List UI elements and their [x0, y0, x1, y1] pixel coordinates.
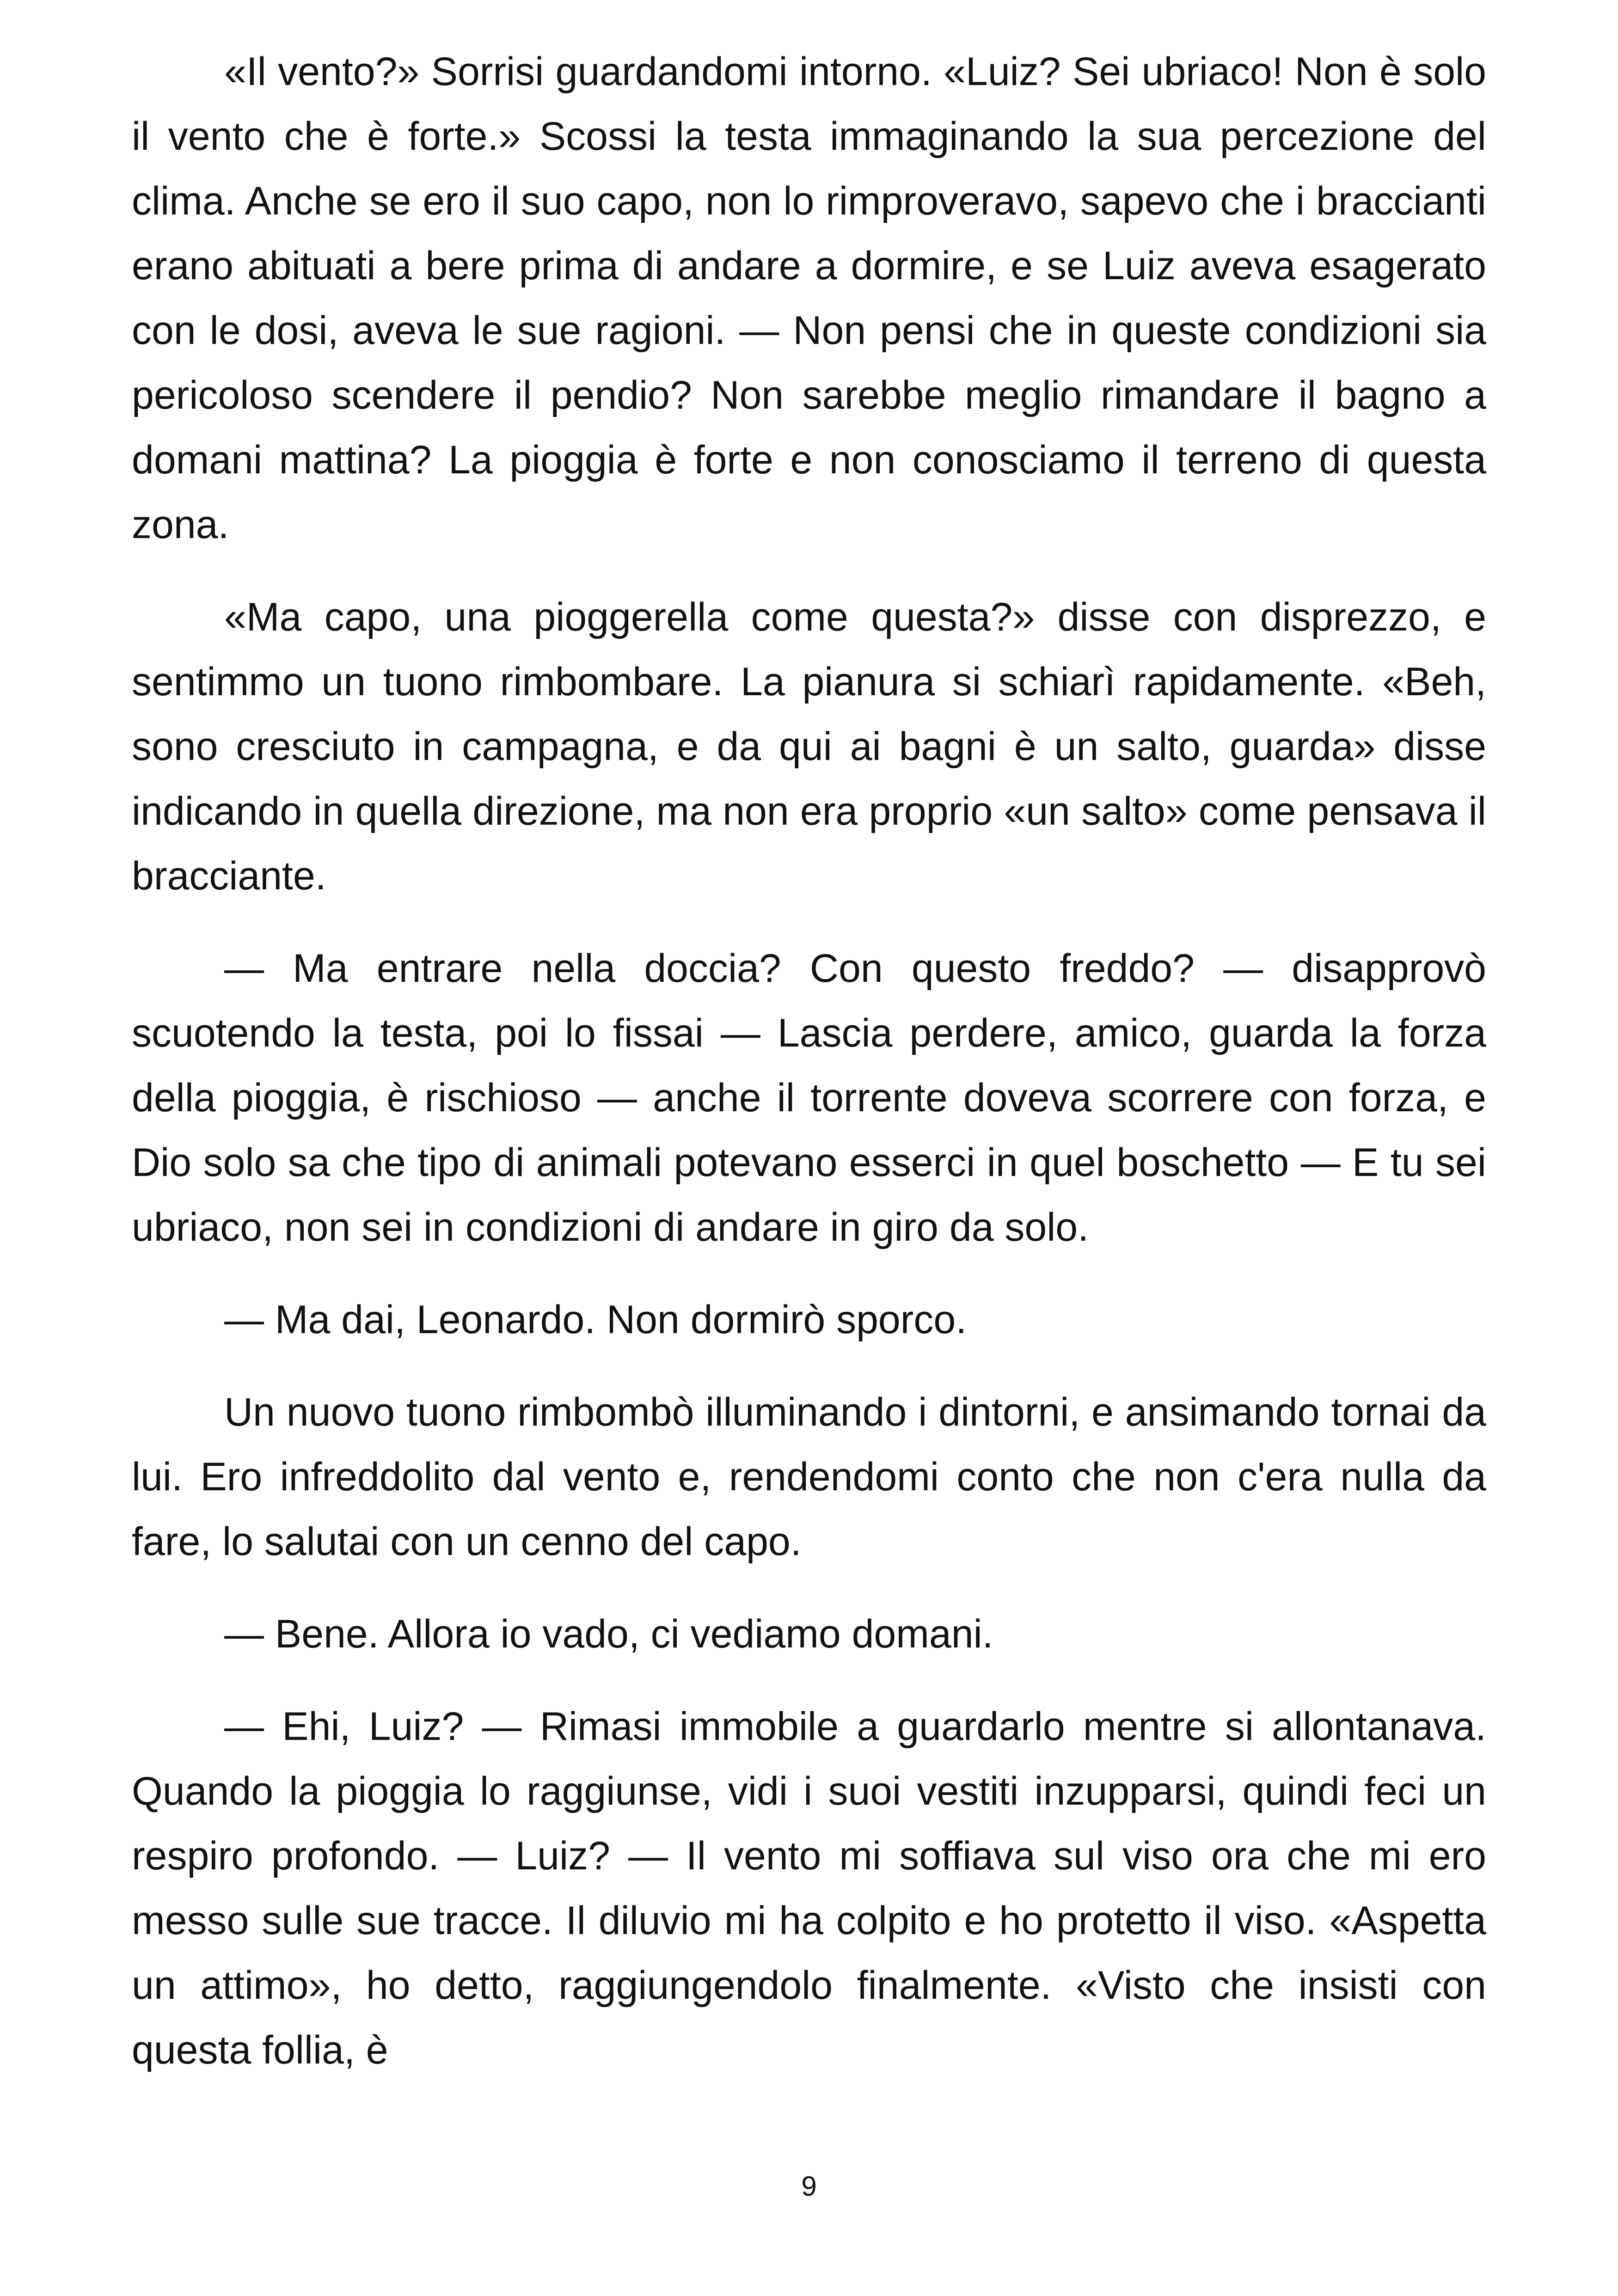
paragraph-5: Un nuovo tuono rimbombò illuminando i dintorni, e ansimando tornai da lui. Ero infreddolito dal vento e, rendendomi conto che non c'era nulla da fare, lo salutai con un cenno del capo.: [132, 1390, 1486, 1564]
paragraph-1: «Il vento?» Sorrisi guardandomi intorno. «Luiz? Sei ubriaco! Non è solo il vento che è forte.» Scossi la testa immaginando la sua percezione del clima. Anche se ero il suo capo, non lo rimproveravo, sapevo che i braccianti erano abituati a bere prima di andare a dormire, e se Luiz aveva esagerato con le dosi, aveva le sue ragioni. — Non pensi che in queste condizioni sia pericoloso scendere il pendio? Non sarebbe meglio rimandare il bagno a domani mattina? La pioggia è forte e non conosciamo il terreno di questa zona.: [132, 49, 1486, 547]
paragraph-4: — Ma dai, Leonardo. Non dormirò sporco.: [224, 1298, 967, 1342]
page-body: [132, 39, 1486, 2082]
paragraph-6: — Bene. Allora io vado, ci vediamo domani.: [224, 1612, 993, 1656]
paragraph-2: «Ma capo, una pioggerella come questa?» disse con disprezzo, e sentimmo un tuono rimbombare. La pianura si schiarì rapidamente. «Beh, sono cresciuto in campagna, e da qui ai bagni è un salto, guarda» disse indicando in quella direzione, ma non era proprio «un salto» come pensava il bracciante.: [132, 595, 1486, 898]
paragraph-7: — Ehi, Luiz? — Rimasi immobile a guardarlo mentre si allontanava. Quando la pioggia lo raggiunse, vidi i suoi vestiti inzupparsi, quindi feci un respiro profondo. — Luiz? — Il vento mi soffiava sul viso ora che mi ero messo sulle sue tracce. Il diluvio mi ha colpito e ho protetto il viso. «Aspetta un attimo», ho detto, raggiungendolo finalmente. «Visto che insisti con questa follia, è: [132, 1704, 1486, 2072]
page-number: 9: [801, 2171, 817, 2202]
paragraph-3: — Ma entrare nella doccia? Con questo freddo? — disapprovò scuotendo la testa, poi lo fissai — Lascia perdere, amico, guarda la forza della pioggia, è rischioso — anche il torrente doveva scorrere con forza, e Dio solo sa che tipo di animali potevano esserci in quel boschetto — E tu sei ubriaco, non sei in condizioni di andare in giro da solo.: [132, 946, 1486, 1249]
